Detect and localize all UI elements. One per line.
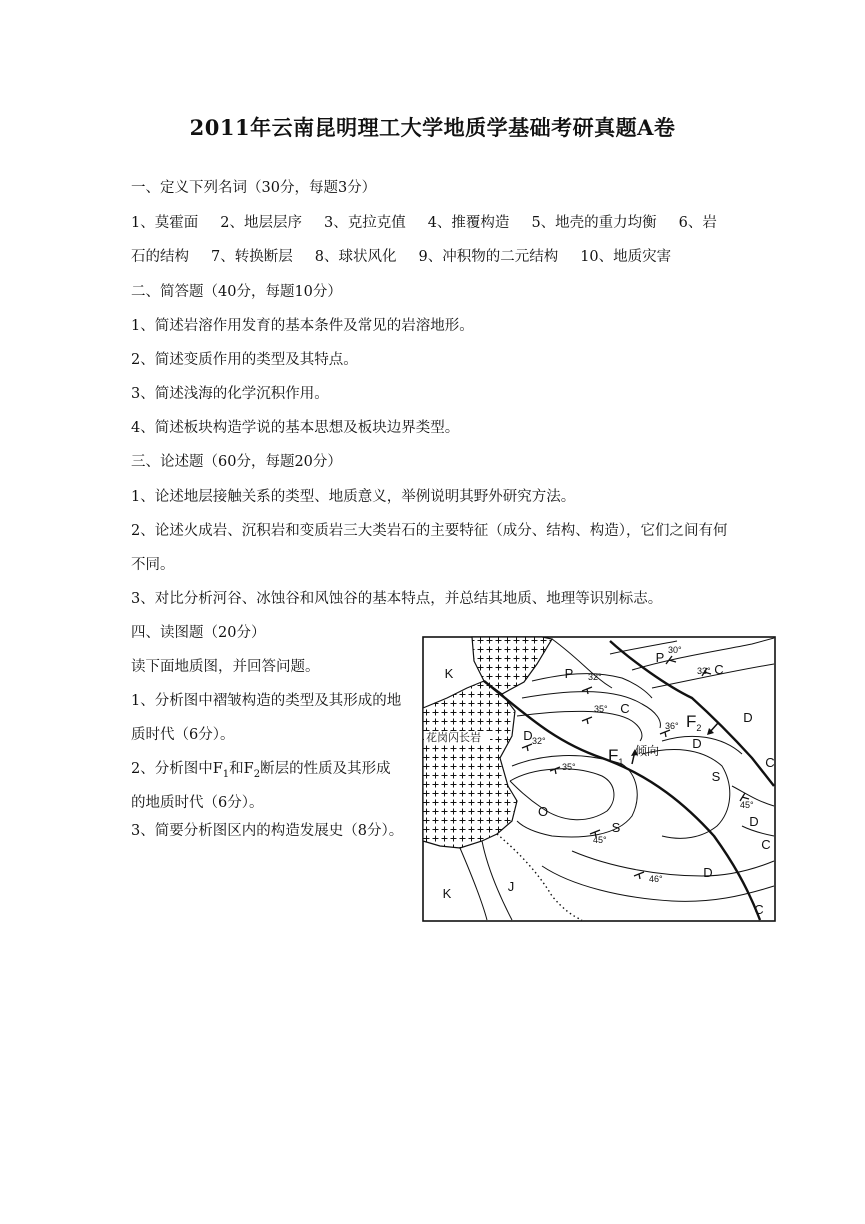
term-item: 7、转换断层 [211, 249, 293, 265]
dip-angle-label: 36° [665, 721, 679, 731]
dip-angle-label: 35° [594, 704, 608, 714]
dip-angle-label: 35° [562, 762, 576, 772]
stratum-label: J [507, 879, 515, 894]
fault-label-f1: $F_1$ [608, 746, 624, 767]
dip-angle-label: 33° [697, 666, 711, 676]
page-title: 2011年云南昆明理工大学地质学基础考研真题A卷 [189, 115, 676, 140]
geological-map-canvas [422, 636, 776, 922]
dip-angle-label: 45° [593, 835, 607, 845]
terms-line-2 [131, 247, 671, 267]
map-question-1-continued: 质时代（6分）。 [131, 727, 235, 743]
term-item: 1、莫霍面 [131, 215, 199, 231]
map-question-2: 2、分析图中$F_1$和$F_2$断层的性质及其形成 [131, 761, 391, 780]
stratum-label: K [442, 886, 452, 901]
map-question-2-continued: 的地质时代（6分）。 [131, 795, 264, 811]
term-item: 9、冲积物的二元结构 [418, 249, 559, 265]
short-answer-question: 2、简述变质作用的类型及其特点。 [131, 352, 358, 368]
stratum-label: C [620, 701, 630, 716]
short-answer-question: 1、简述岩溶作用发育的基本条件及常见的岩溶地形。 [131, 318, 474, 334]
dip-angle-label: 32° [588, 672, 602, 682]
term-item: 5、地壳的重力均衡 [531, 215, 657, 231]
term-item: 2、地层层序 [220, 215, 302, 231]
section2-heading: 二、简答题（40分，每题10分） [131, 284, 342, 300]
stratum-label: D [703, 865, 713, 880]
dip-angle-label: 45° [740, 800, 754, 810]
stratum-label: C [714, 662, 724, 677]
dip-angle-label: 46° [649, 874, 663, 884]
stratum-label: P [655, 650, 665, 665]
term-item: 8、球状风化 [314, 249, 397, 265]
dip-direction-label: 倾向 [635, 744, 660, 758]
term-item: 4、推覆构造 [427, 215, 510, 231]
stratum-label: C [761, 837, 771, 852]
stratum-label: C [754, 902, 764, 917]
term-item: 10、地质灾害 [580, 249, 672, 265]
essay-question: 2、论述火成岩、沉积岩和变质岩三大类岩石的主要特征（成分、结构、构造），它们之间有何 [131, 523, 728, 539]
short-answer-question: 4、简述板块构造学说的基本思想及板块边界类型。 [131, 420, 460, 436]
essay-question: 1、论述地层接触关系的类型、地质意义，举例说明其野外研究方法。 [131, 489, 576, 505]
dip-angle-label: 32° [532, 736, 546, 746]
essay-question: 3、对比分析河谷、冰蚀谷和风蚀谷的基本特点，并总结其地质、地理等识别标志。 [131, 591, 663, 607]
short-answer-question: 3、简述浅海的化学沉积作用。 [131, 386, 329, 402]
section1-heading: 一、定义下列名词（30分，每题3分） [131, 180, 377, 196]
section4-heading: 四、读图题（20分） [131, 625, 266, 641]
stratum-label: D [749, 814, 759, 829]
stratum-label: S [611, 820, 621, 835]
stratum-label: D [743, 710, 753, 725]
map-question-1: 1、分析图中褶皱构造的类型及其形成的地 [131, 693, 402, 709]
stratum-label: P [564, 666, 574, 681]
terms-line-1 [131, 213, 717, 233]
stratum-label: K [444, 666, 454, 681]
stratum-label: O [537, 804, 549, 819]
term-item: 3、克拉克值 [323, 215, 406, 231]
granite-label: 花岗闪长岩 [426, 731, 481, 744]
term-item: 石的结构 [131, 249, 189, 265]
stratum-label: C [765, 755, 775, 770]
section3-heading: 三、论述题（60分，每题20分） [131, 454, 342, 470]
stratum-label: D [692, 736, 702, 751]
term-item: 6、岩 [678, 215, 717, 231]
dip-angle-label: 30° [668, 645, 682, 655]
fault-label-f2: $F_2$ [686, 712, 702, 733]
map-question-3: 3、简要分析图区内的构造发展史（8分）。 [131, 823, 404, 839]
stratum-label: D [523, 728, 533, 743]
geological-map [422, 636, 776, 922]
map-intro: 读下面地质图，并回答问题。 [131, 659, 320, 675]
stratum-label: S [711, 769, 721, 784]
essay-question-continued: 不同。 [131, 557, 175, 573]
